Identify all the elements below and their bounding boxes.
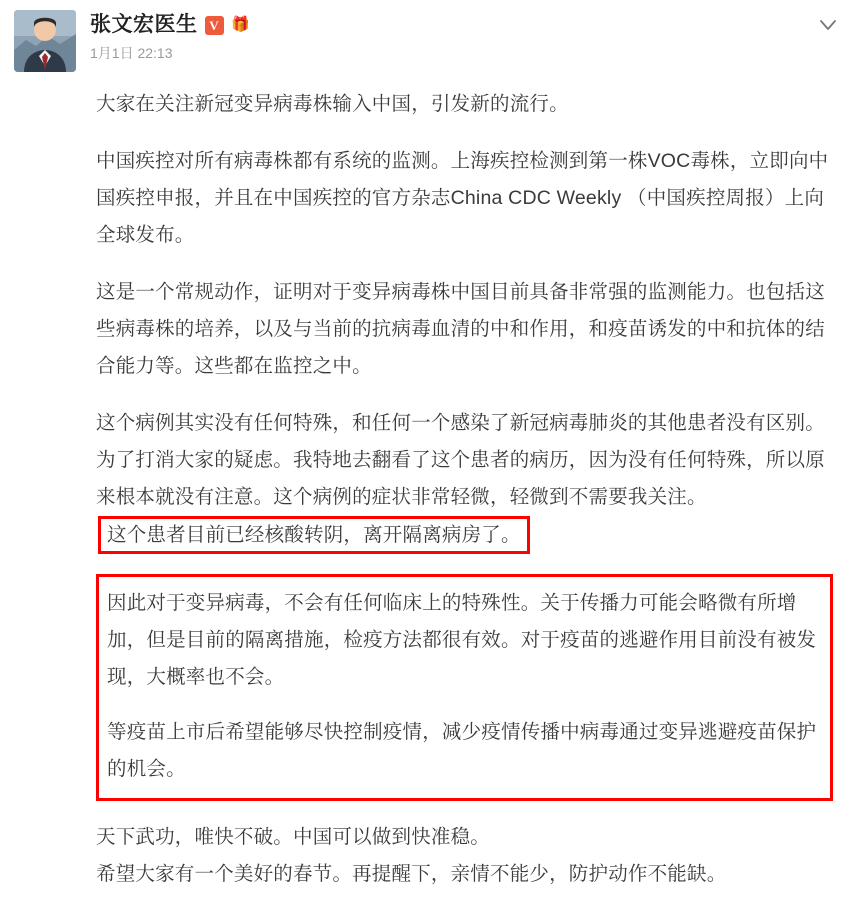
post-tail bbox=[96, 819, 833, 893]
post-paragraph: 这是一个常规动作，证明对于变异病毒株中国目前具备非常强的监测能力。也包括这些病毒株的培养，以及与当前的抗病毒血清的中和作用，和疫苗诱发的中和抗体的结合能力等。这些都在监控之中。 bbox=[96, 281, 825, 377]
post-paragraph: 天下武功，唯快不破。中国可以做到快准稳。 bbox=[96, 826, 491, 848]
post-timestamp: 1月1日 22:13 bbox=[90, 45, 173, 61]
post-paragraph: 因此对于变异病毒，不会有任何临床上的特殊性。关于传播力可能会略微有所增加，但是目前的隔离措施，检疫方法都很有效。对于疫苗的逃避作用目前没有被发现，大概率也不会。 bbox=[107, 592, 817, 688]
author-name[interactable]: 张文宏医生 bbox=[90, 13, 198, 36]
avatar[interactable] bbox=[14, 10, 76, 72]
post-paragraph: 大家在关注新冠变异病毒株输入中国，引发新的流行。 bbox=[96, 93, 569, 115]
highlighted-block bbox=[96, 574, 833, 801]
highlighted-text-inline: 这个患者目前已经核酸转阴，离开隔离病房了。 bbox=[98, 516, 530, 554]
post-content bbox=[14, 86, 843, 893]
post-paragraph: 等疫苗上市后希望能够尽快控制疫情，减少疫情传播中病毒通过变异逃避疫苗保护的机会。 bbox=[107, 721, 817, 780]
paragraph-text: 这个病例其实没有任何特殊，和任何一个感染了新冠病毒肺炎的其他患者没有区别。为了打消大家的疑虑。我特地去翻看了这个患者的病历，因为没有任何特殊，所以原来根本就没有注意。这个病例的症状非常轻微，轻微到不需要我关注。 bbox=[96, 412, 825, 508]
gift-badge-icon[interactable]: 🎁 bbox=[231, 16, 250, 33]
verified-badge-icon[interactable]: V bbox=[205, 16, 224, 35]
post-paragraph-with-highlight bbox=[96, 405, 833, 554]
post-meta bbox=[90, 10, 843, 62]
chevron-down-icon[interactable] bbox=[817, 14, 839, 36]
author-row bbox=[90, 12, 843, 38]
post-paragraph: 中国疾控对所有病毒株都有系统的监测。上海疾控检测到第一株VOC毒株，立即向中国疾控申报，并且在中国疾控的官方杂志China CDC Weekly （中国疾控周报）上向全球发布。 bbox=[96, 150, 829, 246]
post-header bbox=[14, 10, 843, 72]
post-paragraph: 希望大家有一个美好的春节。再提醒下，亲情不能少，防护动作不能缺。 bbox=[96, 863, 727, 885]
